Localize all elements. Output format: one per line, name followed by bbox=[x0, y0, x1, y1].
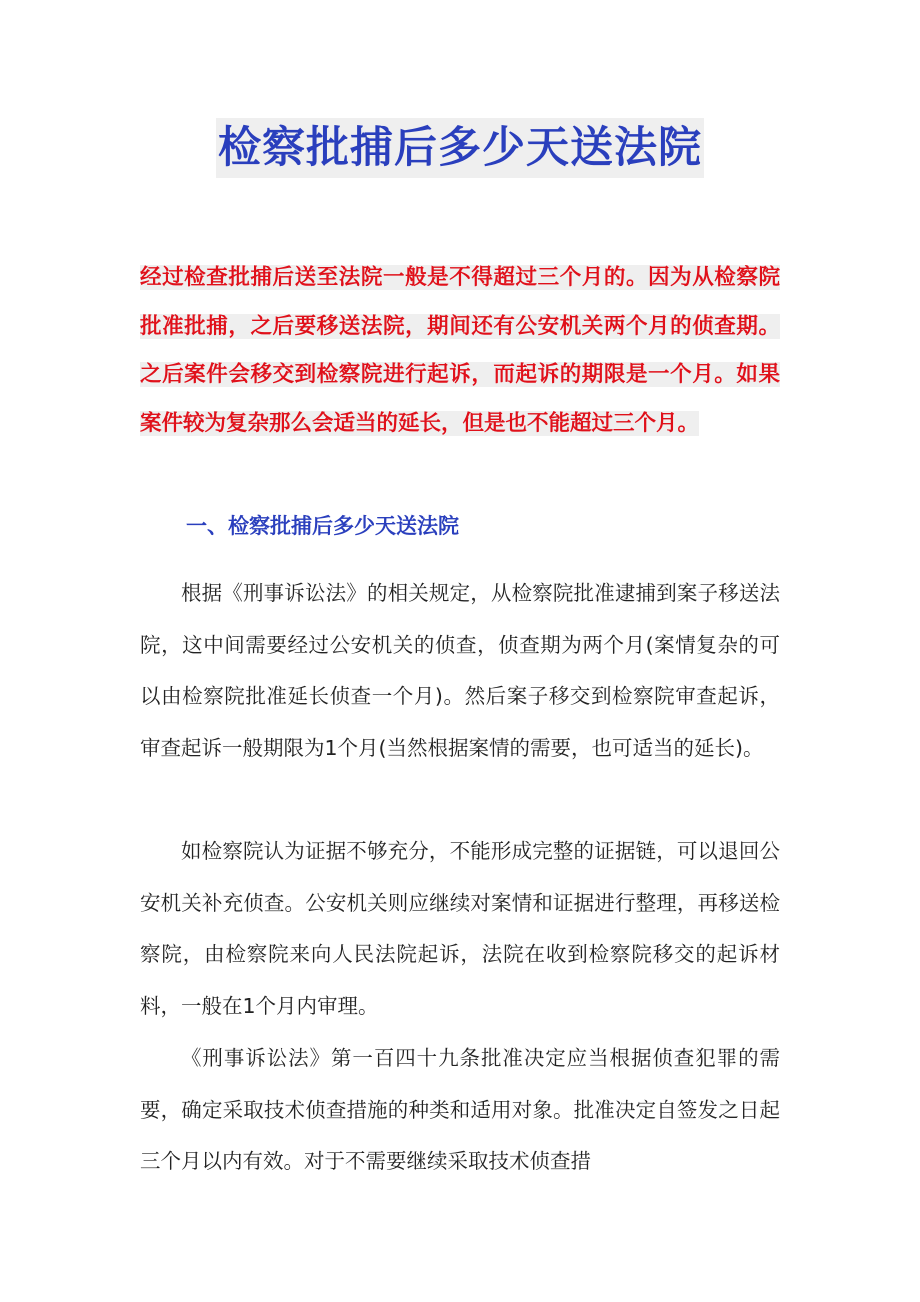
title-container bbox=[0, 118, 920, 178]
document-title: 检察批捕后多少天送法院 bbox=[216, 118, 704, 178]
body-paragraph-2: 如检察院认为证据不够充分，不能形成完整的证据链，可以退回公安机关补充侦查。公安机关则应继续对案情和证据进行整理，再移送检察院，由检察院来向人民法院起诉，法院在收到检察院移交的起诉材料，一般在1个月内审理。 bbox=[140, 839, 780, 1018]
summary-paragraph bbox=[140, 254, 780, 448]
section-heading: 一、检察批捕后多少天送法院 bbox=[186, 514, 459, 538]
body-paragraph-3: 《刑事诉讼法》第一百四十九条批准决定应当根据侦查犯罪的需要，确定采取技术侦查措施的种类和适用对象。批准决定自签发之日起三个月以内有效。对于不需要继续采取技术侦查措 bbox=[140, 1046, 780, 1173]
summary-text: 经过检查批捕后送至法院一般是不得超过三个月的。因为从检察院批准批捕，之后要移送法院，期间还有公安机关两个月的侦查期。之后案件会移交到检察院进行起诉，而起诉的期限是一个月。如果案件较为复杂那么会适当的延长，但是也不能超过三个月。 bbox=[140, 265, 780, 436]
body-paragraph-1: 根据《刑事诉讼法》的相关规定，从检察院批准逮捕到案子移送法院，这中间需要经过公安机关的侦查，侦查期为两个月(案情复杂的可以由检察院批准延长侦查一个月)。然后案子移交到检察院审查起诉，审查起诉一般期限为1个月(当然根据案情的需要，也可适当的延长)。 bbox=[140, 581, 780, 760]
